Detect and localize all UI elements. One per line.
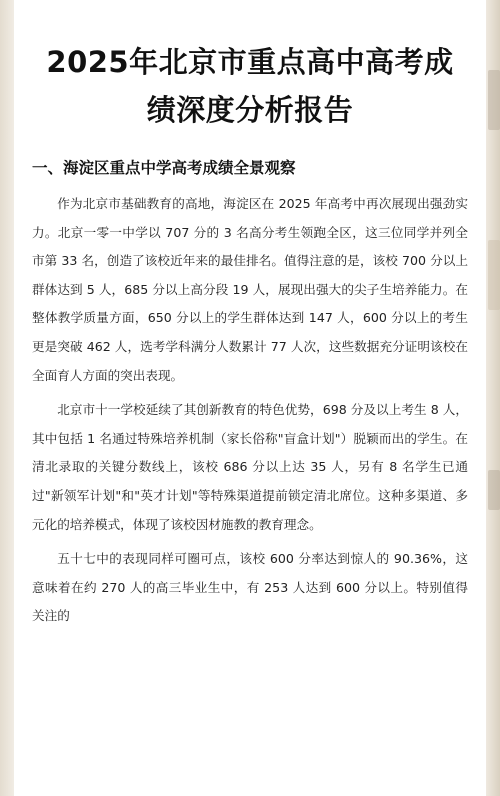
paper-edge-right (486, 0, 500, 796)
background-decoration (488, 70, 500, 130)
document-page (14, 0, 486, 796)
section-heading: 一、海淀区重点中学高考成绩全景观察 (32, 159, 296, 177)
document-title: 2025年北京市重点高中高考成绩深度分析报告 (46, 45, 454, 127)
background-decoration (488, 470, 500, 510)
background-decoration (488, 240, 500, 310)
paragraph: 五十七中的表现同样可圈可点，该校 600 分率达到惊人的 90.36%，这意味着在约 270 人的高三毕业生中，有 253 人达到 600 分以上。特别值得关注的 (32, 551, 468, 624)
paragraph: 作为北京市基础教育的高地，海淀区在 2025 年高考中再次展现出强劲实力。北京一零一中学以 707 分的 3 名高分考生领跑全区，这三位同学并列全市第 33 名，创造了该校近年来的最佳排名。值得注意的是，该校 700 分以上群体达到 5 人，685 分以上高分段 19 人，展现出强大的尖子生培养能力。在整体教学质量方面，650 分以上的学生群体达到 147 人，600 分以上的考生更是突破 462 人，选考学科满分人数累计 77 人次，这些数据充分证明该校在全面育人方面的突出表现。 (32, 196, 468, 383)
paragraph: 北京市十一学校延续了其创新教育的特色优势，698 分及以上考生 8 人，其中包括 1 名通过特殊培养机制（家长俗称"盲盒计划"）脱颖而出的学生。在清北录取的关键分数线上，该校 686 分以上达 35 人，另有 8 名学生已通过"新领军计划"和"英才计划"等特殊渠道提前锁定清北席位。这种多渠道、多元化的培养模式，体现了该校因材施教的教育理念。 (32, 402, 468, 532)
paper-edge-left (0, 0, 14, 796)
